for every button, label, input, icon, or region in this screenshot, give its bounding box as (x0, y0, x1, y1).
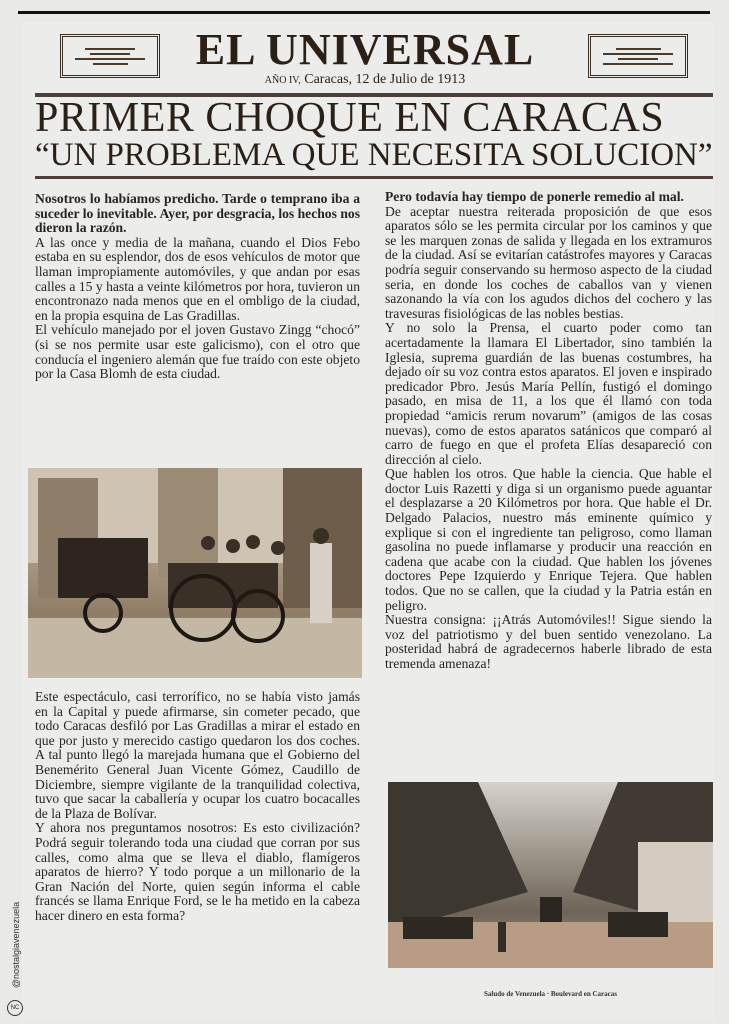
subheadline: “UN PROBLEMA QUE NECESITA SOLUCION” (35, 137, 713, 173)
photo-caption: Saludo de Venezuela · Boulevard en Caracas (483, 990, 617, 998)
watermark-handle: @nostalgiavenezuela (11, 901, 21, 989)
article-paragraph: Y no solo la Prensa, el cuarto poder como tan acertadamente la llamara El Libertador, sino también la Iglesia, suprema guardián de las buenas costumbres, ha dejado oír su voz contra estos aparatos. El joven e inspirado predicador Pbro. Jesús María Pellín, fustigó el domingo pasado, en misa de 11, a los que él llamó con toda propiedad “amicis rerum novarum” (amigos de las cosas nuevas), como de estos aparatos satánicos que comparó al carro de fuego en que el profeta Elías desapareció con dirección al cielo. (385, 320, 712, 467)
watermark (4, 900, 24, 1018)
newspaper-masthead: EL UNIVERSAL (195, 25, 535, 74)
boulevard-photo-illustration (388, 782, 713, 968)
date: Caracas, 12 de Julio de 1913 (304, 72, 466, 87)
right-column (385, 190, 712, 672)
automobile-crash-photo (28, 468, 362, 678)
article-paragraph: Y ahora nos preguntamos nosotros: Es esto civilización? Podrá seguir tolerando toda una ciudad que corran por sus calles, como alma que se lleva el diablo, flamígeros aparatos de hierro? Y todo porque a un millonario de la Gran Nación del Norte, quien según informa el cable francés se llama Enrique Ford, se le ha metido en la cabeza hacer dinero en esta forma? (35, 820, 360, 923)
nc-logo-icon: NC (7, 1000, 23, 1016)
headline: PRIMER CHOQUE EN CARACAS (35, 95, 665, 141)
article-paragraph: Este espectáculo, casi terrorífico, no se había visto jamás en la Capital y puede afirmarse, sin cometer pecado, que todo Caracas desfiló por Las Gradillas a mirar el estado en que por justo y merecido castigo quedaron los dos coches. A tal punto llegó la marejada humana que el Gobierno del Benemérito General Juan Vicente Gómez, Caudillo de Diciembre, siempre vigilante de la tranquilidad colectiva, tuvo que sacar la caballería y ocupar los cuatro bocacalles de la Plaza de Bolívar. (35, 689, 360, 821)
article-paragraph: Que hablen los otros. Que hable la ciencia. Que hable el doctor Luis Razetti y diga si un organismo puede aguantar el desplazarse a 20 Kilómetros por hora. Que hable el Dr. Delgado Palacios, nuestro más eminente químico y explique si con el ingrediente tan peligroso, como llaman gasolina no puede inflamarse y producir una reacción en cadena que acabe con la ciudad. Que hablen los jóvenes doctores Pepe Izquierdo y Enrique Tejera. Que hablen todos. Que no se callen, que la ciudad y la Patria están en peligro. (385, 466, 712, 613)
year-label: AÑO IV, (264, 75, 301, 86)
left-column-bottom (35, 690, 360, 924)
dateline (220, 72, 510, 88)
lead-paragraph: Nosotros lo habíamos predicho. Tarde o temprano iba a suceder lo inevitable. Ayer, por desgracia, los hechos nos dieron la razón. (35, 191, 360, 236)
lead-paragraph: Pero todavía hay tiempo de ponerle remedio al mal. (385, 189, 684, 204)
article-paragraph: Nuestra consigna: ¡¡Atrás Automóviles!! Sigue siendo la voz del patriotismo y del buen sentido venezolano. La posteridad habrá de agradecernos haberle librado de esta tremenda amenaza! (385, 612, 712, 671)
top-border (18, 11, 710, 14)
rule-bottom (35, 176, 713, 179)
article-paragraph: A las once y media de la mañana, cuando el Dios Febo estaba en su esplendor, dos de esos vehículos de motor que llaman impropiamente automóviles, y que andan por esas calles a 15 y hasta a veinte kilómetros por hora, tuvieron un encontronazo nada menos que en el ombligo de la ciudad, en la propia esquina de Las Gradillas. (35, 234, 360, 323)
article-paragraph: De aceptar nuestra reiterada proposición de que esos aparatos sólo se les permita circular por los caminos y que se les marquen zonas de salida y llegada en los extramuros de la ciudad. Así se evitarían catástrofes mayores y Caracas podría seguir conservando su hermoso aspecto de la ciudad seria, en donde los coches de caballos van y vienen sazonando la vía con los agudos dichos del cochero y las travesuras fisiológicas de las nobles bestias. (385, 203, 712, 321)
left-column-top (35, 192, 360, 382)
article-paragraph: El vehículo manejado por el joven Gustavo Zingg “chocó” (si se nos permite usar este galicismo), con el otro que conducía el ingeniero alemán que fue traído con este objeto por la Casa Blomh de esta ciudad. (35, 322, 360, 382)
left-ear-box (60, 34, 160, 78)
boulevard-street-photo (388, 782, 713, 968)
crash-photo-illustration (28, 468, 362, 678)
right-ear-box (588, 34, 688, 78)
